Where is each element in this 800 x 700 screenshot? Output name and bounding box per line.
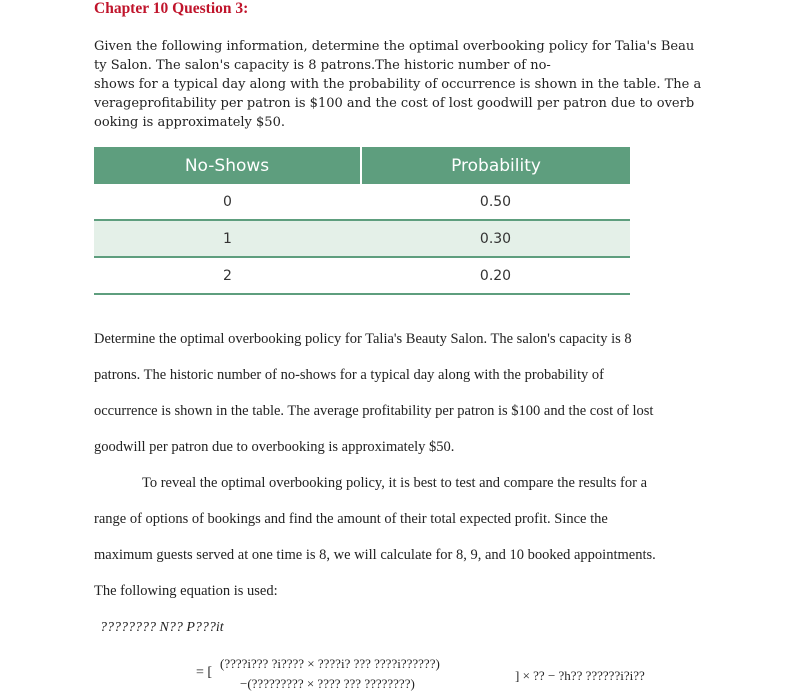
- question-line: ty Salon. The salon's capacity is 8 patrons.The historic number of no-: [94, 58, 551, 73]
- formula-label: ???????? N?? P???it: [100, 620, 224, 635]
- answer-line: patrons. The historic number of no-shows for a typical day along with the probability of: [94, 367, 604, 383]
- table-row: [94, 184, 630, 220]
- table-row: [94, 220, 630, 257]
- cell-probability: 0.50: [361, 184, 630, 220]
- cell-no-shows: 1: [94, 220, 361, 257]
- cell-no-shows: 0: [94, 184, 361, 220]
- table-header-row: [94, 147, 630, 184]
- question-text: [94, 37, 710, 132]
- answer-line: range of options of bookings and find the amount of their total expected profit. Since the: [94, 511, 608, 527]
- cell-no-shows: 2: [94, 257, 361, 294]
- answer-line: occurrence is shown in the table. The average profitability per patron is $100 and the cost of lost: [94, 403, 654, 419]
- answer-line: To reveal the optimal overbooking policy, it is best to test and compare the results for a: [142, 475, 648, 491]
- formula-numerator: (????i??? ?i???? × ????i? ??? ????i??????): [220, 656, 440, 671]
- question-line: Given the following information, determine the optimal overbooking policy for Talia's Beau: [94, 39, 695, 54]
- formula-equals-bracket: = [: [196, 665, 213, 680]
- answer-line: goodwill per patron due to overbooking is approximately $50.: [94, 439, 455, 455]
- answer-line: The following equation is used:: [94, 583, 278, 599]
- question-line: shows for a typical day along with the probability of occurrence is shown in the table. The a: [94, 77, 702, 92]
- question-line: ooking is approximately $50.: [94, 115, 285, 130]
- question-line: verageprofitability per patron is $100 and the cost of lost goodwill per patron due to overb: [94, 96, 695, 111]
- header-no-shows: No-Shows: [94, 147, 361, 184]
- no-shows-probability-table: [94, 147, 630, 295]
- formula-tail: ] × ?? − ?h?? ??????i?i??: [515, 668, 645, 683]
- chapter-heading: Chapter 10 Question 3:: [94, 0, 249, 17]
- header-probability: Probability: [361, 147, 630, 184]
- formula-denominator: −(????????? × ???? ??? ????????): [240, 676, 415, 691]
- cell-probability: 0.20: [361, 257, 630, 294]
- table-row: [94, 257, 630, 294]
- cell-probability: 0.30: [361, 220, 630, 257]
- answer-line: Determine the optimal overbooking policy for Talia's Beauty Salon. The salon's capacity is 8: [94, 331, 632, 347]
- answer-line: maximum guests served at one time is 8, we will calculate for 8, 9, and 10 booked appointments.: [94, 547, 656, 563]
